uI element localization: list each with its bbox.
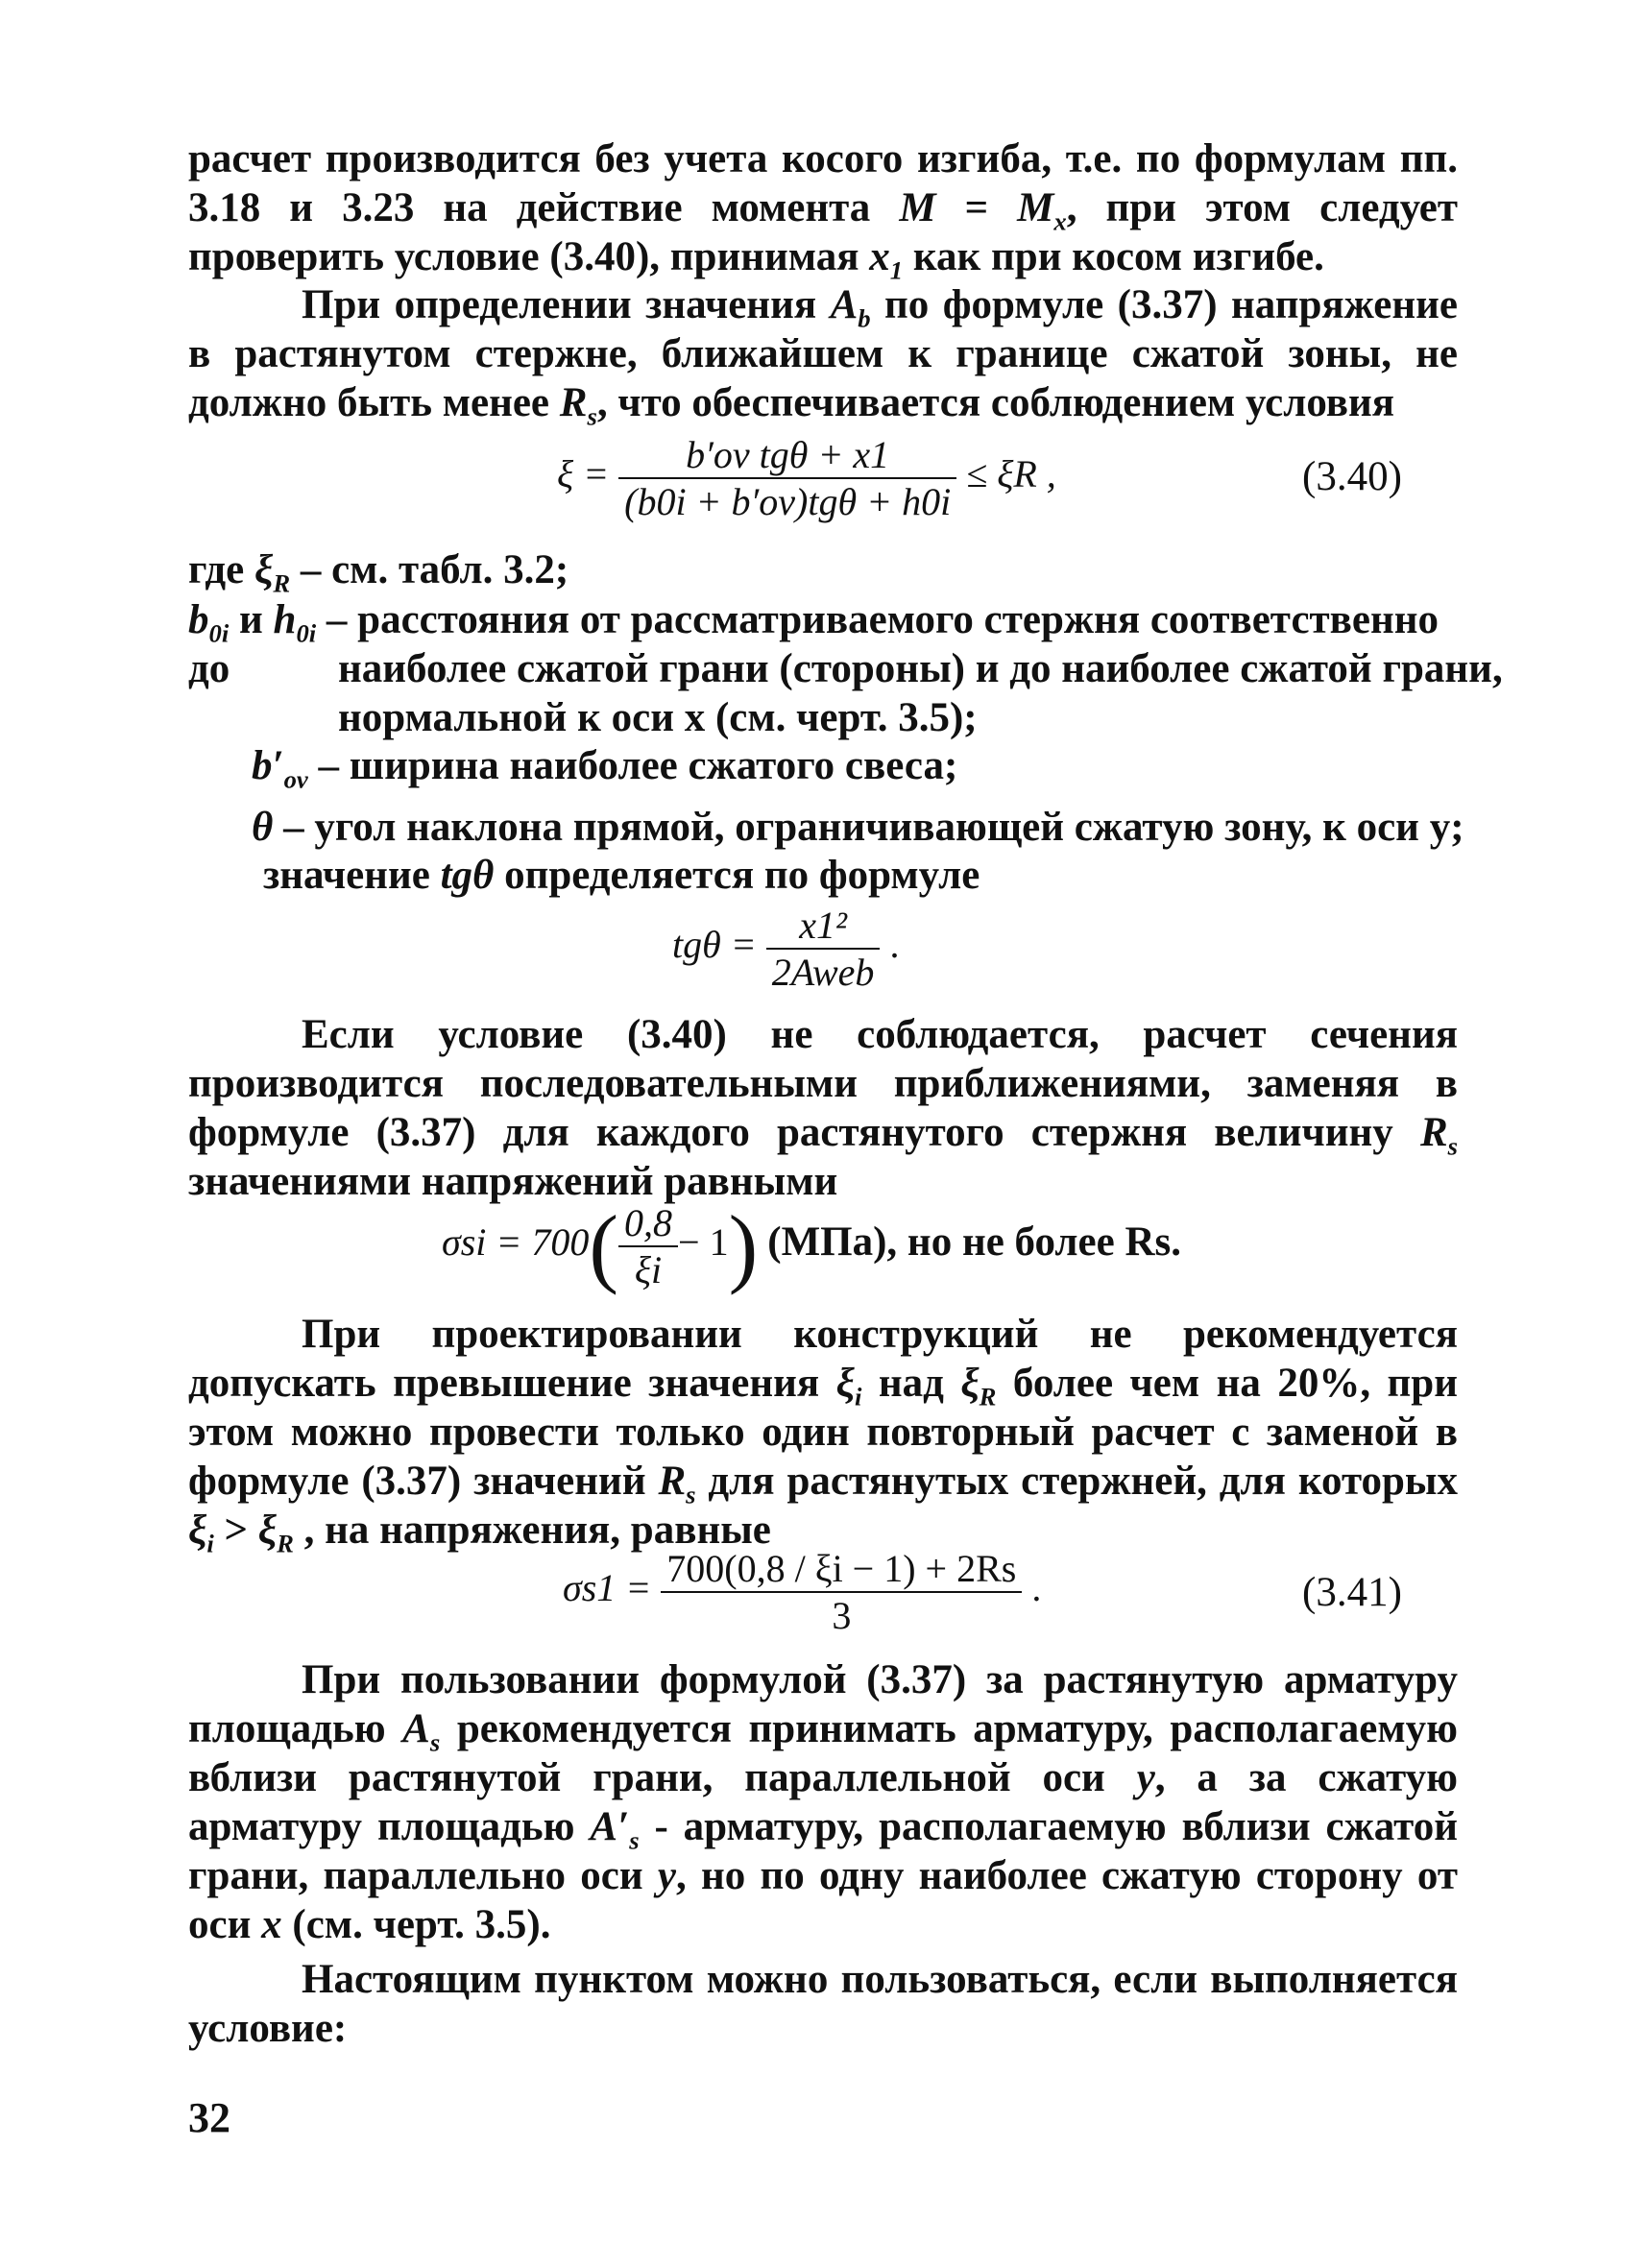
equation-number: (3.40): [1302, 454, 1402, 499]
text: , что обеспечивается соблюдением условия: [596, 380, 1395, 425]
text: определяется по формуле: [494, 853, 980, 898]
eq-lhs: ξ =: [557, 452, 610, 496]
text: , но по одну наиболее сжатую сторону от оси: [188, 1853, 1458, 1947]
symbol-sub: s: [587, 401, 597, 431]
symbol: [254, 547, 291, 598]
symbol-sub: R: [979, 1382, 997, 1411]
symbol-base: R: [559, 380, 588, 425]
equation-3-40: [557, 432, 1056, 524]
paragraph-6: Настоящим пунктом можно пользоваться, если выполняется условие:: [188, 1957, 1458, 2051]
eq-tail: .: [889, 923, 900, 967]
symbol: [869, 234, 904, 285]
definition-theta: [252, 803, 1464, 852]
paragraph-1: [188, 134, 1458, 285]
symbol-base: b′: [252, 743, 284, 788]
eq-numerator: b′ov tgθ + x1: [686, 433, 890, 476]
eq-fraction: [618, 1200, 678, 1292]
symbol-sub: R: [277, 1529, 294, 1558]
symbol: [402, 1706, 441, 1757]
symbol-base: x: [869, 234, 890, 279]
text: по формуле (3.37) напряжение в растянутом стержне, ближайшем к границе сжатой зоны, не должно быть менее: [188, 282, 1458, 425]
symbol: tgθ: [440, 853, 495, 898]
symbol: [590, 1804, 640, 1855]
symbol: [257, 1508, 294, 1558]
symbol: [188, 597, 230, 648]
symbol-base: A′: [590, 1804, 630, 1849]
equation-number: (3.41): [1302, 1570, 1402, 1615]
eq-denominator: 2Aweb: [766, 948, 881, 995]
symbol-sub: i: [206, 1529, 214, 1558]
definition-b0i-h0i: $b_{0i}$ и $h_{0i}$ – расстояния от рассматриваемого стержня соответственно до: [188, 597, 1439, 691]
eq-fraction: [766, 903, 881, 995]
text: (см. черт. 3.5).: [281, 1902, 551, 1947]
page-number: 32: [188, 2094, 230, 2141]
text: При проектировании конструкций не рекомендуется допускать превышение значения: [188, 1312, 1458, 1406]
text: - арматуру, располагаемую вблизи сжатой грани, параллельно оси: [188, 1804, 1458, 1898]
paragraph-3: [188, 1010, 1458, 1206]
eq-denominator: (b0i + b′ov)tgθ + h0i: [618, 477, 956, 524]
text: , а за сжатую арматуру площадью: [188, 1755, 1458, 1849]
text: значение: [263, 853, 441, 898]
symbol-base: ξ: [960, 1361, 980, 1406]
text: значениями напряжений равными: [188, 1159, 838, 1204]
left-paren: (: [589, 1197, 619, 1295]
equation-3-41: [563, 1546, 1041, 1638]
equation-tg-theta: [672, 903, 899, 995]
paragraph-2: [188, 280, 1458, 431]
text: рекомендуется принимать арматуру, располагаемую вблизи растянутой грани, параллельной оси: [188, 1706, 1458, 1800]
eq-lhs: σsi = 700: [442, 1220, 590, 1265]
text: =: [935, 185, 1018, 230]
symbol-sub: s: [429, 1727, 441, 1757]
symbol-sub: x: [1053, 206, 1067, 236]
text: , при этом следует проверить условие (3.40), принимая: [188, 185, 1458, 279]
eq-numerator: 700(0,8 / ξi − 1) + 2Rs: [666, 1547, 1017, 1590]
symbol: [835, 1361, 862, 1411]
symbol: [1419, 1110, 1458, 1161]
text: При определении значения: [302, 282, 831, 327]
definition-tg: [263, 851, 980, 900]
text: – угол наклона прямой, ограничивающей сжатую зону, к оси y;: [273, 805, 1464, 850]
text: – расстояния от рассматриваемого стержня соответственно до: [188, 597, 1439, 691]
eq-denominator: 3: [661, 1591, 1022, 1638]
symbol: [960, 1361, 997, 1411]
text: – см. табл. 3.2;: [290, 547, 569, 592]
text: более чем на 20%, при этом можно провести только один повторный расчет с заменой в формуле (3.37) значений: [188, 1361, 1458, 1504]
symbol-base: b: [188, 597, 209, 642]
eq-tail: (МПа), но не более Rs.: [767, 1219, 1182, 1266]
paragraph-4: [188, 1310, 1458, 1558]
symbol-sub: 0i: [296, 618, 317, 648]
eq-tail: .: [1031, 1566, 1042, 1610]
text: , на напряжения, равные: [293, 1508, 771, 1553]
symbol: y: [657, 1853, 676, 1898]
definition-xiR: [188, 545, 569, 598]
symbol: [559, 380, 597, 431]
definition-b0i-h0i-line3: [338, 693, 978, 742]
text: При пользовании формулой (3.37) за растянутую арматуру площадью: [188, 1657, 1458, 1751]
symbol-base: M: [1017, 185, 1054, 230]
text: >: [213, 1508, 258, 1553]
symbol-base: A: [830, 282, 859, 327]
symbol: x: [261, 1902, 282, 1947]
symbol-sub: R: [273, 568, 291, 598]
symbol: θ: [252, 805, 274, 850]
text: расчет производится без учета косого изгиба, т.е. по формулам пп. 3.18 и 3.23 на действие момента: [188, 136, 1458, 230]
text: как при косом изгибе.: [903, 234, 1324, 279]
definition-bov: [252, 741, 958, 794]
symbol-base: h: [273, 597, 297, 642]
paragraph-5: [188, 1655, 1458, 1949]
symbol: M: [899, 185, 936, 230]
symbol-base: R: [1419, 1110, 1448, 1155]
symbol-sub: 0i: [208, 618, 230, 648]
symbol-base: A: [402, 1706, 430, 1751]
symbol-sub: s: [629, 1825, 640, 1855]
eq-denominator: ξi: [618, 1245, 678, 1292]
equation-sigma-si: [442, 1197, 1182, 1295]
text: где: [188, 547, 245, 592]
eq-fraction: [661, 1546, 1022, 1638]
symbol: [1017, 185, 1067, 236]
eq-lhs: tgθ =: [672, 923, 757, 967]
symbol-sub: b: [858, 303, 871, 333]
eq-lhs: σs1 =: [563, 1566, 652, 1610]
text: над: [861, 1361, 961, 1406]
eq-numerator: 0,8: [624, 1201, 673, 1244]
symbol-base: ξ: [188, 1508, 207, 1553]
definition-b0i-h0i-line2: наиболее сжатой грани (стороны) и до наиболее сжатой грани,: [338, 646, 1503, 691]
symbol-base: R: [658, 1459, 687, 1504]
right-paren: ): [728, 1197, 759, 1295]
symbol: y: [1136, 1755, 1155, 1800]
symbol: [658, 1459, 696, 1509]
symbol-sub: 1: [889, 255, 904, 285]
text: для растянутых стержней, для которых: [695, 1459, 1458, 1504]
eq-rhs: ≤ ξR ,: [966, 452, 1056, 496]
eq-fraction: [618, 432, 956, 524]
text: – ширина наиболее сжатого свеса;: [307, 743, 958, 788]
eq-numerator: x1²: [799, 904, 847, 947]
symbol-base: ξ: [254, 547, 274, 592]
text: нормальной к оси x (см. черт. 3.5);: [338, 695, 978, 740]
symbol: [252, 743, 308, 794]
symbol-sub: ov: [283, 764, 308, 794]
text: Если условие (3.40) не соблюдается, расчет сечения производится последовательными приближениями, заменяя в формуле (3.37) для каждого растянутого стержня величину: [188, 1012, 1458, 1155]
eq-inner-tail: − 1: [678, 1220, 729, 1265]
symbol: [830, 282, 871, 333]
symbol-base: ξ: [835, 1361, 855, 1406]
symbol: [273, 597, 317, 648]
symbol: [188, 1508, 214, 1558]
symbol-base: ξ: [257, 1508, 278, 1553]
symbol-sub: s: [1447, 1131, 1458, 1161]
symbol-sub: s: [686, 1480, 696, 1509]
symbol-sub: i: [854, 1382, 862, 1411]
